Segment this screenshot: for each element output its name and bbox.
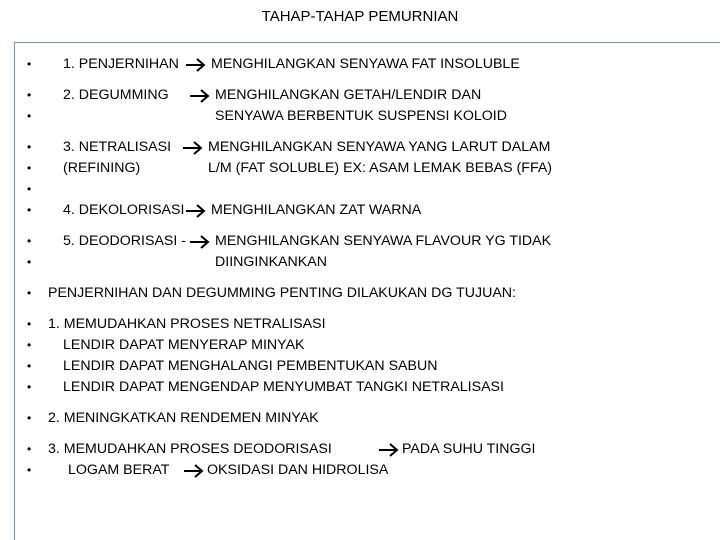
- bullet-marker: •: [27, 109, 32, 123]
- bullet-row: [0, 460, 720, 481]
- bullet-marker: •: [27, 338, 32, 352]
- bullet-row: [0, 137, 720, 158]
- bullet-row: [0, 335, 720, 356]
- bullet-marker: •: [27, 286, 32, 300]
- bullet-text: (REFINING): [63, 160, 141, 176]
- arrow-right-icon: [182, 460, 206, 481]
- arrow-right-icon: [377, 439, 401, 460]
- bullet-text: 2. MENINGKATKAN RENDEMEN MINYAK: [48, 410, 319, 426]
- bullet-text: 1. PENJERNIHAN: [63, 56, 179, 72]
- bullet-description: OKSIDASI DAN HIDROLISA: [207, 462, 389, 478]
- bullet-marker: •: [27, 203, 32, 217]
- bullet-marker: •: [27, 317, 32, 331]
- bullet-text: 3. MEMUDAHKAN PROSES DEODORISASI: [48, 441, 332, 457]
- bullet-row: [0, 377, 720, 398]
- bullet-description: PADA SUHU TINGGI: [402, 441, 536, 457]
- bullet-marker: •: [27, 234, 32, 248]
- bullet-row: [0, 283, 720, 304]
- bullet-description: MENGHILANGKAN GETAH/LENDIR DAN: [215, 87, 482, 103]
- arrow-right-icon: [184, 54, 208, 75]
- bullet-text: LENDIR DAPAT MENGENDAP MENYUMBAT TANGKI NETRALISASI: [63, 379, 504, 395]
- bullet-row: [0, 200, 720, 221]
- bullet-description: MENGHILANGKAN ZAT WARNA: [211, 202, 422, 218]
- slide-title: TAHAP-TAHAP PEMURNIAN: [261, 8, 459, 25]
- bullet-text: 3. NETRALISASI: [63, 139, 172, 155]
- bullet-description: MENGHILANGKAN SENYAWA FLAVOUR YG TIDAK: [215, 233, 552, 249]
- bullet-marker: •: [27, 255, 32, 269]
- bullet-marker: •: [27, 182, 32, 196]
- bullet-row: [0, 252, 720, 273]
- bullet-description: MENGHILANGKAN SENYAWA YANG LARUT DALAM: [208, 139, 551, 155]
- bullet-list: [0, 44, 720, 481]
- bullet-marker: •: [27, 88, 32, 102]
- bullet-row: [0, 439, 720, 460]
- bullet-marker: •: [27, 359, 32, 373]
- bullet-marker: •: [27, 380, 32, 394]
- bullet-marker: •: [27, 57, 32, 71]
- bullet-text: LOGAM BERAT: [68, 462, 170, 478]
- arrow-right-icon: [188, 231, 212, 252]
- bullet-row: [0, 158, 720, 179]
- bullet-marker: •: [27, 442, 32, 456]
- bullet-description: L/M (FAT SOLUBLE) EX: ASAM LEMAK BEBAS (FFA): [208, 160, 553, 176]
- bullet-text: 1. MEMUDAHKAN PROSES NETRALISASI: [48, 316, 326, 332]
- bullet-marker: •: [27, 463, 32, 477]
- bullet-row: [0, 408, 720, 429]
- bullet-text: PENJERNIHAN DAN DEGUMMING PENTING DILAKUKAN DG TUJUAN:: [48, 285, 516, 301]
- bullet-marker: •: [27, 140, 32, 154]
- bullet-marker: •: [27, 161, 32, 175]
- arrow-right-icon: [181, 137, 205, 158]
- bullet-text: 4. DEKOLORISASI: [63, 202, 185, 218]
- arrow-right-icon: [184, 200, 208, 221]
- arrow-right-icon: [188, 85, 212, 106]
- bullet-row: [0, 231, 720, 252]
- bullet-row: [0, 106, 720, 127]
- bullet-row: [0, 179, 720, 200]
- bullet-text: LENDIR DAPAT MENYERAP MINYAK: [63, 337, 305, 353]
- bullet-row: [0, 314, 720, 335]
- bullet-row: [0, 85, 720, 106]
- bullet-marker: •: [27, 411, 32, 425]
- bullet-row: [0, 356, 720, 377]
- bullet-text: DIINGINKANKAN: [215, 254, 327, 270]
- bullet-text: 2. DEGUMMING: [63, 87, 169, 103]
- bullet-description: MENGHILANGKAN SENYAWA FAT INSOLUBLE: [211, 56, 520, 72]
- bullet-row: [0, 54, 720, 75]
- bullet-text: LENDIR DAPAT MENGHALANGI PEMBENTUKAN SABUN: [63, 358, 438, 374]
- bullet-text: 5. DEODORISASI -: [63, 233, 186, 249]
- bullet-text: SENYAWA BERBENTUK SUSPENSI KOLOID: [215, 108, 507, 124]
- content-frame-top-border: [14, 42, 720, 43]
